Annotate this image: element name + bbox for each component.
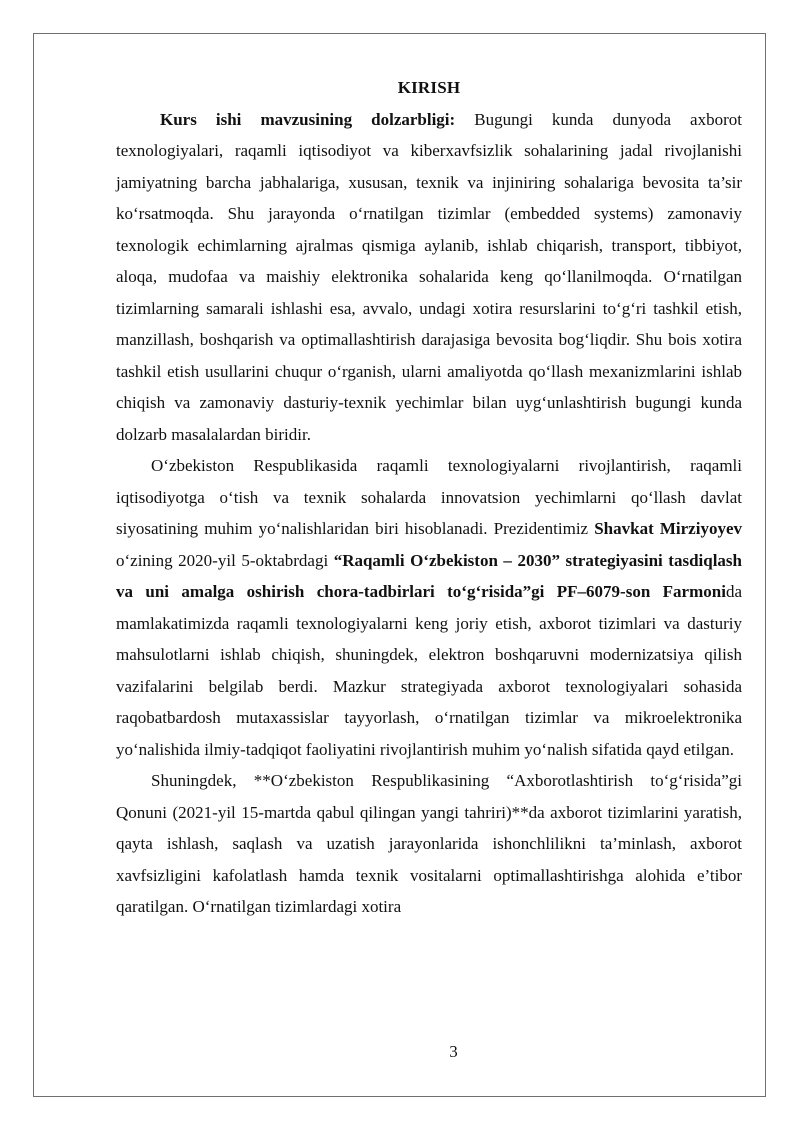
- paragraph-text: Shuningdek, **O‘zbekiston Respublikasining “Axborotlashtirish to‘g‘risida”gi Qonuni (2021-yil 15-martda qabul qilingan yangi tahriri)**da axborot tizimlarini yaratish, qayta ishlash, saqlash va uzatish jarayonlarida ishonchlilikni ta’minlash, axborot xavfsizligini kafolatlash hamda texnik vositalarni optimallashtirishga alohida e’tibor qaratilgan. O‘rnatilgan tizimlardagi xotira: [116, 771, 742, 916]
- president-name: Shavkat Mirziyoyev: [594, 519, 742, 538]
- document-body: [116, 72, 742, 923]
- paragraph-relevance: [116, 104, 742, 451]
- paragraph-text: O‘zbekiston Respublikasida raqamli texnologiyalarni rivojlantirish, raqamli iqtisodiyotga o‘tish va texnik sohalarda innovatsion yechimlarni qo‘llash davlat siyosatining muhim yo‘nalishlaridan biri hisoblanadi. Prezidentimiz: [116, 456, 742, 538]
- paragraph-text: o‘zining 2020-yil 5-oktabrdagi: [116, 550, 334, 570]
- paragraph-text: Bugungi kunda dunyoda axborot texnologiyalari, raqamli iqtisodiyot va kiberxavfsizlik sohalarining jadal rivojlanishi jamiyatning barcha jabhalariga, xususan, texnik va injiniring sohalariga bevosita ta’sir ko‘rsatmoqda. Shu jarayonda o‘rnatilgan tizimlar (embedded systems) zamonaviy texnologik echimlarning ajralmas qismiga aylanib, ishlab chiqarish, transport, tibbiyot, aloqa, mudofaa va maishiy elektronika sohalarida keng qo‘llanilmoqda. O‘rnatilgan tizimlarning samarali ishlashi esa, avvalo, undagi xotira resurslarini to‘g‘ri tashkil etish, manzillash, boshqarish va optimallashtirish darajasiga bevosita bog‘liqdir. Shu bois xotira tashkil etish usullarini chuqur o‘rganish, ularni amaliyotda qo‘llash mexanizmlarini ishlab chiqish va zamonaviy dasturiy-texnik yechimlar bilan uyg‘unlashtirish bugungi kunda dolzarb masalalardan biridir.: [116, 109, 742, 444]
- paragraph-lead: Kurs ishi mavzusining dolzarbligi:: [160, 109, 456, 129]
- decree-title: “Raqamli O‘zbekiston – 2030” strategiyasini tasdiqlash va uni amalga oshirish chora-tadbirlari to‘g‘risida”gi PF–6079-son Farmoni: [116, 550, 742, 601]
- page-number: 3: [449, 1042, 458, 1061]
- section-title: KIRISH: [397, 78, 461, 97]
- paragraph-law: [116, 765, 742, 923]
- paragraph-strategy: [116, 450, 742, 765]
- paragraph-text: da mamlakatimizda raqamli texnologiyalarni keng joriy etish, axborot tizimlari va dasturiy mahsulotlarni ishlab chiqish, shuningdek, elektron boshqaruvni modernizatsiya qilish vazifalarini belgilab berdi. Mazkur strategiyada axborot texnologiyalari sohasida raqobatbardosh mutaxassislar tayyorlash, o‘rnatilgan tizimlar va mikroelektronika yo‘nalishida ilmiy-tadqiqot faoliyatini rivojlantirish muhim yo‘nalish sifatida qayd etilgan.: [116, 582, 742, 759]
